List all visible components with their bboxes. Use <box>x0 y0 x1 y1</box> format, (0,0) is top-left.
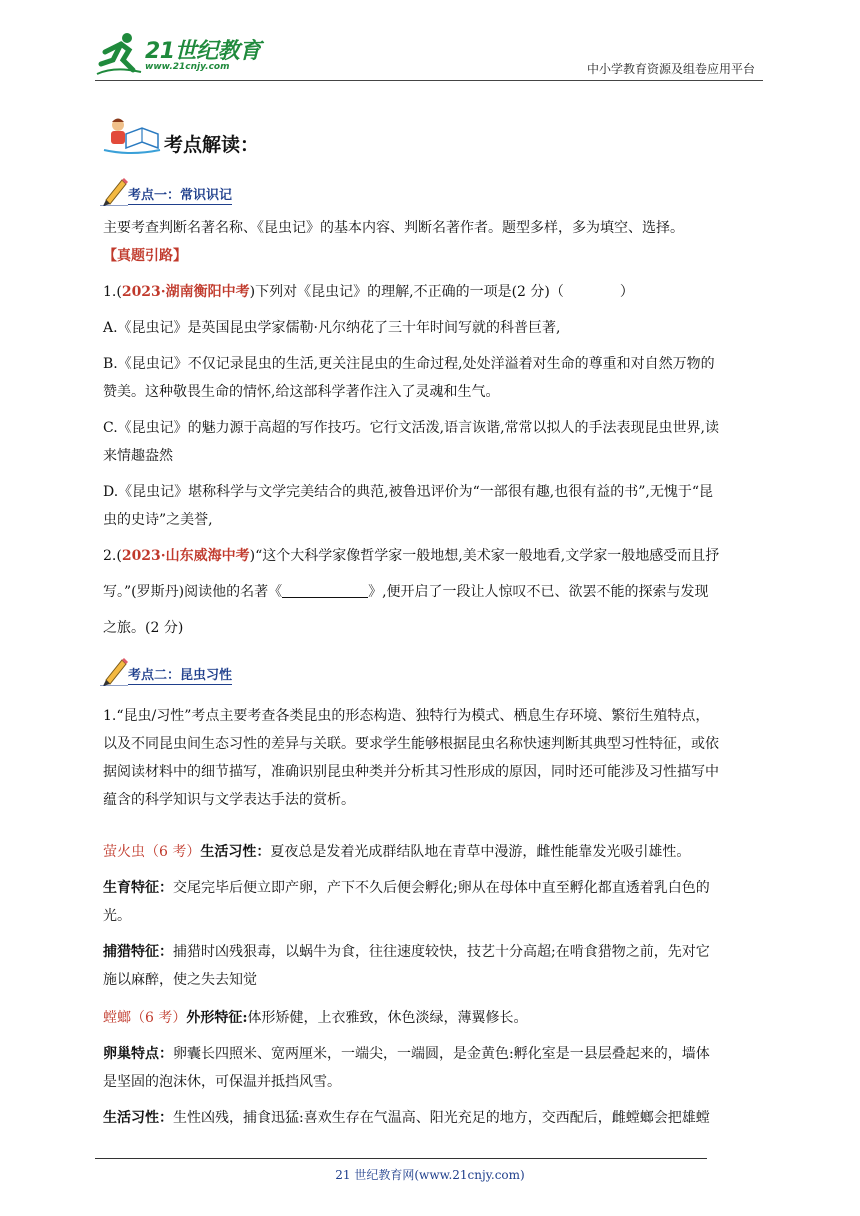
question-1-stem <box>103 278 765 306</box>
firefly-name: 萤火虫（6 考） <box>103 844 201 860</box>
mantis-life <box>103 1104 765 1132</box>
question-1-source: 2023·湖南衡阳中考 <box>121 284 250 300</box>
pencil-icon <box>100 656 128 686</box>
question-2-source: 2023·山东威海中考 <box>121 548 250 564</box>
runner-logo-icon <box>95 30 143 76</box>
firefly-breed-line2: 光。 <box>103 908 131 924</box>
question-2-text-b: 》,便开启了一段让人惊叹不已、欲罢不能的探索与发现 <box>368 584 709 600</box>
firefly-life <box>103 838 765 866</box>
firefly-hunt-line1 <box>103 938 765 966</box>
page-header <box>95 28 763 81</box>
mantis-nest-line1 <box>103 1040 765 1068</box>
mantis-shape-label: 外形特征: <box>186 1010 248 1026</box>
kaodian-2-intro-line3: 据阅读材料中的细节描写，准确识别昆虫种类并分析其习性形成的原因，同时还可能涉及习性描写中 <box>103 764 719 780</box>
question-2-line3: 之旅。(2 分) <box>103 620 184 636</box>
question-2-text-a: 写。”(罗斯丹)阅读他的名著《 <box>103 584 283 600</box>
page-footer: 21 世纪教育网(www.21cnjy.com) <box>335 1168 525 1182</box>
firefly-life-text: 夏夜总是发着光成群结队地在青草中漫游，雌性能靠发光吸引雄性。 <box>270 844 691 860</box>
kaodian-2-intro-line4: 蕴含的科学知识与文学表达手法的赏析。 <box>103 792 355 808</box>
mantis-life-label: 生活习性： <box>103 1110 173 1126</box>
question-1-option-d-line2: 虫的史诗”之美誉, <box>103 512 213 528</box>
kaodian-2-intro-line2: 以及不同昆虫间生态习性的差异与关联。要求学生能够根据昆虫名称快速判断其典型习性特征，或依 <box>103 736 719 752</box>
kaodian-2-heading <box>100 656 400 688</box>
mantis-shape <box>103 1004 765 1032</box>
kaodian-1-heading <box>100 176 400 208</box>
section-title-text: 考点解读： <box>164 134 260 156</box>
question-1-option-c-line2: 来情趣盎然 <box>103 448 173 464</box>
mantis-name: 螳螂（6 考） <box>103 1010 187 1026</box>
question-1-option-a: A.《昆虫记》是英国昆虫学家儒勒·凡尔纳花了三十年时间写就的科普巨著, <box>103 320 561 336</box>
kaodian-2-label: 考点二：昆虫习性 <box>128 668 233 683</box>
zhenti-label: 【真题引路】 <box>103 248 187 264</box>
pencil-icon <box>100 176 128 206</box>
firefly-life-label: 生活习性： <box>200 844 271 860</box>
logo-text: 21世纪教育 <box>145 39 261 64</box>
mantis-life-text: 生性凶残，捕食迅猛:喜欢生存在气温高、阳光充足的地方，交西配后，雌螳螂会把雄螳 <box>173 1110 710 1126</box>
mantis-nest-text: 卵囊长四照米、宽两厘米，一端尖，一端圆，是金黄色:孵化室是一县层叠起来的，墙体 <box>173 1046 710 1062</box>
firefly-hunt-label: 捕猎特征： <box>103 944 173 960</box>
question-1-option-d-line1: D.《昆虫记》堪称科学与文学完美结合的典范,被鲁迅评价为“一部很有趣,也很有益的书”,无愧于“昆 <box>103 484 713 500</box>
mantis-nest-label: 卵巢特点： <box>103 1046 173 1062</box>
firefly-breed-line1 <box>103 874 765 902</box>
question-1-text: )下列对《昆虫记》的理解,不正确的一项是(2 分)（ ） <box>249 284 634 300</box>
footer-divider <box>95 1158 707 1159</box>
firefly-breed-label: 生育特征： <box>103 880 173 896</box>
question-2-line1 <box>103 542 765 570</box>
logo-url: www.21cnjy.com <box>145 62 230 72</box>
kaodian-1-intro: 主要考查判断名著名称、《昆虫记》的基本内容、判断名著作者。题型多样，多为填空、选择。 <box>103 220 684 236</box>
question-1-option-b-line2: 赞美。这种敬畏生命的情怀,给这部科学著作注入了灵魂和生气。 <box>103 384 500 400</box>
question-1-option-c-line1: C.《昆虫记》的魅力源于高超的写作技巧。它行文活泼,语言诙谐,常常以拟人的手法表现昆虫世界,读 <box>103 420 720 436</box>
kaodian-2-intro-line1: 1.“昆虫/习性”考点主要考查各类昆虫的形态构造、独特行为模式、栖息生存环境、繁衍生殖特点， <box>103 708 710 724</box>
question-2-number: 2.( <box>103 548 122 564</box>
question-2-text: )“这个大科学家像哲学家一般地想,美术家一般地看,文学家一般地感受而且抒 <box>249 548 720 564</box>
section-title <box>100 116 300 156</box>
answer-blank[interactable] <box>282 583 368 598</box>
mantis-nest-line2: 是坚固的泡沫休，可保温并抵挡风雪。 <box>103 1074 341 1090</box>
reading-student-icon <box>100 116 162 156</box>
firefly-hunt-text: 捕猎时凶残狠毒，以蜗牛为食，往往速度较快，技艺十分高超;在啃食猎物之前，先对它 <box>173 944 710 960</box>
mantis-shape-text: 体形矫健，上衣雅致，休色淡绿，薄翼修长。 <box>247 1010 528 1026</box>
kaodian-1-label: 考点一：常识识记 <box>128 188 233 203</box>
question-1-number: 1.( <box>103 284 122 300</box>
site-logo <box>95 30 265 76</box>
question-1-option-b-line1: B.《昆虫记》不仅记录昆虫的生活,更关注昆虫的生命过程,处处洋溢着对生命的尊重和对自然万物的 <box>103 356 715 372</box>
firefly-hunt-line2: 施以麻醉，使之失去知觉 <box>103 972 257 988</box>
header-platform-text: 中小学教育资源及组卷应用平台 <box>586 62 755 76</box>
question-2-line2 <box>103 578 765 606</box>
firefly-breed-text: 交尾完毕后便立即产卵，产下不久后便会孵化;卵从在母体中直至孵化都直透着乳白色的 <box>173 880 710 896</box>
